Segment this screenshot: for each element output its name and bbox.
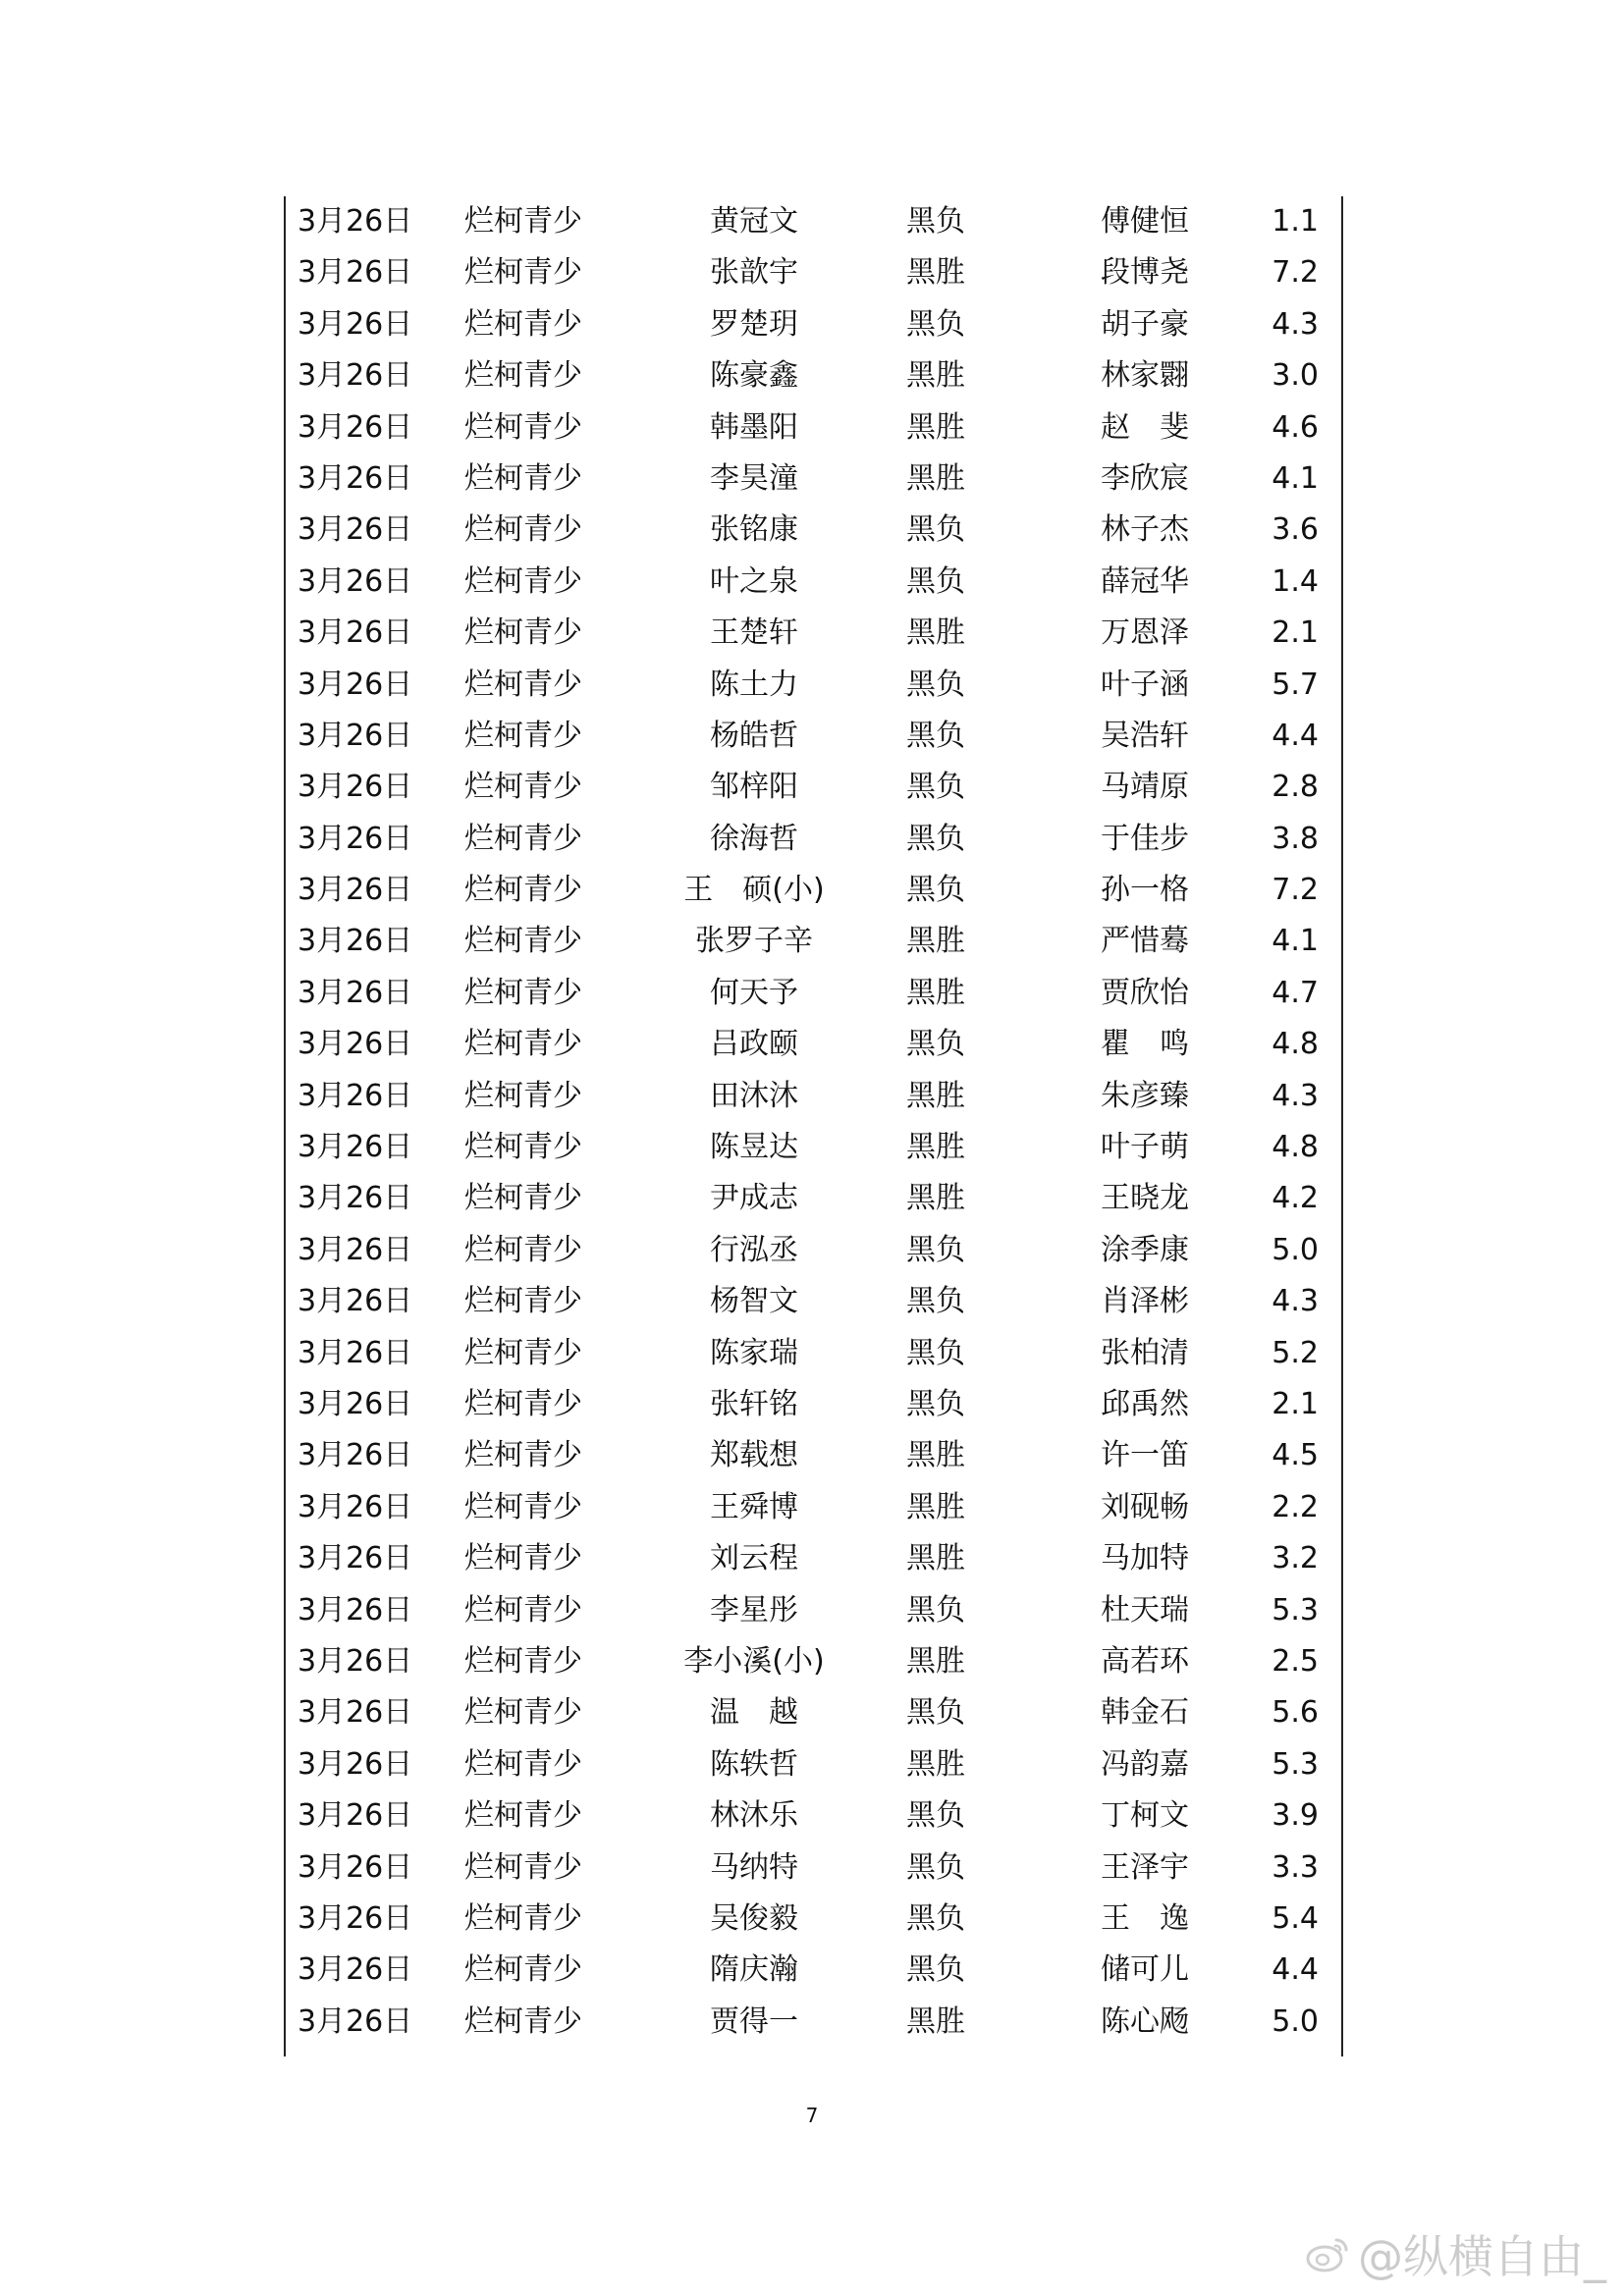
black-player-cell: 王舜博: [710, 1489, 798, 1524]
event-cell: 烂柯青少: [464, 1541, 582, 1576]
black-player-cell: 吴俊毅: [710, 1900, 798, 1936]
white-player-cell: 严惜蓦: [1101, 924, 1189, 959]
result-cell: 黑负: [906, 718, 965, 753]
white-player-cell: 张柏清: [1101, 1335, 1189, 1370]
black-player-cell: 何天予: [710, 975, 798, 1010]
date-cell: 3月26日: [298, 1489, 413, 1524]
date-cell: 3月26日: [298, 873, 413, 908]
table-row: [286, 814, 1341, 865]
table-row: [286, 299, 1341, 350]
event-cell: 烂柯青少: [464, 358, 582, 394]
white-player-cell: 丁柯文: [1101, 1798, 1189, 1834]
white-player-cell: 于佳步: [1101, 821, 1189, 856]
white-player-cell: 李欣宸: [1101, 460, 1189, 496]
event-cell: 烂柯青少: [464, 1130, 582, 1165]
event-cell: 烂柯青少: [464, 2003, 582, 2039]
score-cell: 3.6: [1272, 512, 1319, 548]
result-cell: 黑胜: [906, 358, 965, 394]
white-player-cell: 肖泽彬: [1101, 1284, 1189, 1319]
table-row: [286, 350, 1341, 401]
table-row: [286, 247, 1341, 298]
date-cell: 3月26日: [298, 1952, 413, 1988]
white-player-cell: 林子杰: [1101, 512, 1189, 548]
result-cell: 黑胜: [906, 615, 965, 651]
white-player-cell: 韩金石: [1101, 1695, 1189, 1731]
result-cell: 黑胜: [906, 1541, 965, 1576]
event-cell: 烂柯青少: [464, 460, 582, 496]
black-player-cell: 杨智文: [710, 1284, 798, 1319]
date-cell: 3月26日: [298, 204, 413, 239]
table-row: [286, 1945, 1341, 1996]
black-player-cell: 张歆宇: [710, 255, 798, 291]
table-row: [286, 454, 1341, 505]
date-cell: 3月26日: [298, 1078, 413, 1113]
table-row: [286, 557, 1341, 608]
black-player-cell: 张铭康: [710, 512, 798, 548]
event-cell: 烂柯青少: [464, 924, 582, 959]
white-player-cell: 杜天瑞: [1101, 1592, 1189, 1628]
table-row: [286, 1585, 1341, 1636]
event-cell: 烂柯青少: [464, 1849, 582, 1885]
date-cell: 3月26日: [298, 770, 413, 805]
table-row: [286, 196, 1341, 247]
score-cell: 5.4: [1272, 1900, 1319, 1936]
right-border-line: [1341, 196, 1343, 2056]
black-player-cell: 张轩铭: [710, 1386, 798, 1421]
result-cell: 黑负: [906, 667, 965, 702]
date-cell: 3月26日: [298, 1232, 413, 1267]
score-cell: 5.0: [1272, 1232, 1319, 1267]
score-cell: 2.1: [1272, 1386, 1319, 1421]
white-player-cell: 孙一格: [1101, 873, 1189, 908]
score-cell: 7.2: [1272, 255, 1319, 291]
table-row: [286, 1739, 1341, 1790]
table-row: [286, 1482, 1341, 1533]
white-player-cell: 许一笛: [1101, 1438, 1189, 1473]
date-cell: 3月26日: [298, 2003, 413, 2039]
date-cell: 3月26日: [298, 306, 413, 342]
score-cell: 4.8: [1272, 1027, 1319, 1062]
table-row: [286, 1430, 1341, 1481]
event-cell: 烂柯青少: [464, 975, 582, 1010]
date-cell: 3月26日: [298, 460, 413, 496]
table-row: [286, 608, 1341, 659]
event-cell: 烂柯青少: [464, 409, 582, 445]
event-cell: 烂柯青少: [464, 1027, 582, 1062]
score-cell: 1.1: [1272, 204, 1319, 239]
black-player-cell: 陈土力: [710, 667, 798, 702]
table-row: [286, 762, 1341, 813]
date-cell: 3月26日: [298, 512, 413, 548]
result-cell: 黑负: [906, 1027, 965, 1062]
event-cell: 烂柯青少: [464, 1232, 582, 1267]
black-player-cell: 李星彤: [710, 1592, 798, 1628]
table-row: [286, 1687, 1341, 1738]
date-cell: 3月26日: [298, 1181, 413, 1216]
white-player-cell: 涂季康: [1101, 1232, 1189, 1267]
table-row: [286, 1225, 1341, 1276]
date-cell: 3月26日: [298, 718, 413, 753]
table-row: [286, 711, 1341, 762]
result-cell: 黑负: [906, 306, 965, 342]
event-cell: 烂柯青少: [464, 1489, 582, 1524]
results-table: [286, 196, 1341, 2048]
white-player-cell: 马靖原: [1101, 770, 1189, 805]
white-player-cell: 刘砚畅: [1101, 1489, 1189, 1524]
date-cell: 3月26日: [298, 1386, 413, 1421]
table-row: [286, 402, 1341, 454]
white-player-cell: 万恩泽: [1101, 615, 1189, 651]
black-player-cell: 韩墨阳: [710, 409, 798, 445]
black-player-cell: 陈轶哲: [710, 1746, 798, 1782]
result-cell: 黑胜: [906, 409, 965, 445]
score-cell: 3.3: [1272, 1849, 1319, 1885]
white-player-cell: 高若环: [1101, 1643, 1189, 1679]
date-cell: 3月26日: [298, 975, 413, 1010]
result-cell: 黑胜: [906, 975, 965, 1010]
black-player-cell: 徐海哲: [710, 821, 798, 856]
black-player-cell: 贾得一: [710, 2003, 798, 2039]
result-cell: 黑胜: [906, 1643, 965, 1679]
result-cell: 黑负: [906, 770, 965, 805]
result-cell: 黑胜: [906, 1746, 965, 1782]
table-row: [286, 660, 1341, 711]
white-player-cell: 王泽宇: [1101, 1849, 1189, 1885]
black-player-cell: 杨皓哲: [710, 718, 798, 753]
result-cell: 黑负: [906, 1952, 965, 1988]
white-player-cell: 胡子豪: [1101, 306, 1189, 342]
score-cell: 3.2: [1272, 1541, 1319, 1576]
white-player-cell: 冯韵嘉: [1101, 1746, 1189, 1782]
page-number: 7: [805, 2104, 819, 2127]
white-player-cell: 瞿 鸣: [1101, 1027, 1189, 1062]
result-cell: 黑负: [906, 1335, 965, 1370]
table-row: [286, 1173, 1341, 1224]
event-cell: 烂柯青少: [464, 1746, 582, 1782]
result-cell: 黑负: [906, 821, 965, 856]
black-player-cell: 吕政颐: [710, 1027, 798, 1062]
result-cell: 黑负: [906, 1386, 965, 1421]
event-cell: 烂柯青少: [464, 718, 582, 753]
event-cell: 烂柯青少: [464, 204, 582, 239]
white-player-cell: 贾欣怡: [1101, 975, 1189, 1010]
table-row: [286, 865, 1341, 916]
score-cell: 5.7: [1272, 667, 1319, 702]
white-player-cell: 叶子萌: [1101, 1130, 1189, 1165]
black-player-cell: 尹成志: [710, 1181, 798, 1216]
result-cell: 黑胜: [906, 1130, 965, 1165]
score-cell: 2.5: [1272, 1643, 1319, 1679]
score-cell: 4.1: [1272, 924, 1319, 959]
date-cell: 3月26日: [298, 1130, 413, 1165]
date-cell: 3月26日: [298, 615, 413, 651]
black-player-cell: 隋庆瀚: [710, 1952, 798, 1988]
black-player-cell: 罗楚玥: [710, 306, 798, 342]
result-cell: 黑胜: [906, 460, 965, 496]
black-player-cell: 张罗子辛: [695, 924, 813, 959]
black-player-cell: 刘云程: [710, 1541, 798, 1576]
score-cell: 5.3: [1272, 1592, 1319, 1628]
date-cell: 3月26日: [298, 1541, 413, 1576]
table-row: [286, 505, 1341, 556]
score-cell: 3.9: [1272, 1798, 1319, 1834]
table-row: [286, 968, 1341, 1019]
result-cell: 黑负: [906, 204, 965, 239]
score-cell: 4.1: [1272, 460, 1319, 496]
black-player-cell: 叶之泉: [710, 563, 798, 599]
score-cell: 7.2: [1272, 873, 1319, 908]
result-cell: 黑负: [906, 1695, 965, 1731]
result-cell: 黑负: [906, 1849, 965, 1885]
white-player-cell: 邱禹然: [1101, 1386, 1189, 1421]
event-cell: 烂柯青少: [464, 770, 582, 805]
black-player-cell: 王 硕(小): [683, 873, 825, 908]
date-cell: 3月26日: [298, 1900, 413, 1936]
table-row: [286, 1122, 1341, 1173]
score-cell: 1.4: [1272, 563, 1319, 599]
date-cell: 3月26日: [298, 1284, 413, 1319]
event-cell: 烂柯青少: [464, 1592, 582, 1628]
date-cell: 3月26日: [298, 1438, 413, 1473]
result-cell: 黑胜: [906, 255, 965, 291]
date-cell: 3月26日: [298, 409, 413, 445]
result-cell: 黑负: [906, 1900, 965, 1936]
table-row: [286, 1276, 1341, 1327]
event-cell: 烂柯青少: [464, 1284, 582, 1319]
date-cell: 3月26日: [298, 1746, 413, 1782]
black-player-cell: 李小溪(小): [683, 1643, 825, 1679]
result-cell: 黑负: [906, 1232, 965, 1267]
date-cell: 3月26日: [298, 1849, 413, 1885]
black-player-cell: 行泓丞: [710, 1232, 798, 1267]
event-cell: 烂柯青少: [464, 821, 582, 856]
white-player-cell: 朱彦臻: [1101, 1078, 1189, 1113]
black-player-cell: 李昊潼: [710, 460, 798, 496]
black-player-cell: 黄冠文: [710, 204, 798, 239]
table-row: [286, 1894, 1341, 1945]
date-cell: 3月26日: [298, 563, 413, 599]
result-cell: 黑胜: [906, 924, 965, 959]
white-player-cell: 王晓龙: [1101, 1181, 1189, 1216]
result-cell: 黑负: [906, 512, 965, 548]
event-cell: 烂柯青少: [464, 1900, 582, 1936]
result-cell: 黑胜: [906, 1489, 965, 1524]
event-cell: 烂柯青少: [464, 1335, 582, 1370]
white-player-cell: 王 逸: [1101, 1900, 1189, 1936]
black-player-cell: 温 越: [710, 1695, 798, 1731]
black-player-cell: 邹梓阳: [710, 770, 798, 805]
result-cell: 黑胜: [906, 1438, 965, 1473]
event-cell: 烂柯青少: [464, 1695, 582, 1731]
event-cell: 烂柯青少: [464, 1078, 582, 1113]
score-cell: 4.2: [1272, 1181, 1319, 1216]
event-cell: 烂柯青少: [464, 615, 582, 651]
black-player-cell: 陈家瑞: [710, 1335, 798, 1370]
black-player-cell: 郑载想: [710, 1438, 798, 1473]
score-cell: 5.0: [1272, 2003, 1319, 2039]
date-cell: 3月26日: [298, 1027, 413, 1062]
score-cell: 5.2: [1272, 1335, 1319, 1370]
result-cell: 黑负: [906, 1284, 965, 1319]
table-row: [286, 1533, 1341, 1584]
event-cell: 烂柯青少: [464, 1952, 582, 1988]
score-cell: 3.0: [1272, 358, 1319, 394]
black-player-cell: 王楚轩: [710, 615, 798, 651]
event-cell: 烂柯青少: [464, 1181, 582, 1216]
white-player-cell: 叶子涵: [1101, 667, 1189, 702]
black-player-cell: 陈豪鑫: [710, 358, 798, 394]
score-cell: 5.3: [1272, 1746, 1319, 1782]
score-cell: 4.8: [1272, 1130, 1319, 1165]
date-cell: 3月26日: [298, 1643, 413, 1679]
white-player-cell: 吴浩轩: [1101, 718, 1189, 753]
event-cell: 烂柯青少: [464, 1386, 582, 1421]
date-cell: 3月26日: [298, 924, 413, 959]
table-row: [286, 916, 1341, 967]
white-player-cell: 马加特: [1101, 1541, 1189, 1576]
white-player-cell: 傅健恒: [1101, 204, 1189, 239]
score-cell: 4.3: [1272, 306, 1319, 342]
event-cell: 烂柯青少: [464, 667, 582, 702]
date-cell: 3月26日: [298, 1798, 413, 1834]
white-player-cell: 林家翾: [1101, 358, 1189, 394]
score-cell: 4.6: [1272, 409, 1319, 445]
table-row: [286, 1842, 1341, 1894]
score-cell: 4.4: [1272, 1952, 1319, 1988]
event-cell: 烂柯青少: [464, 873, 582, 908]
result-cell: 黑胜: [906, 1078, 965, 1113]
black-player-cell: 马纳特: [710, 1849, 798, 1885]
date-cell: 3月26日: [298, 1592, 413, 1628]
table-row: [286, 1328, 1341, 1379]
result-cell: 黑负: [906, 1798, 965, 1834]
event-cell: 烂柯青少: [464, 1643, 582, 1679]
score-cell: 3.8: [1272, 821, 1319, 856]
score-cell: 2.8: [1272, 770, 1319, 805]
weibo-icon: [1305, 2234, 1352, 2273]
white-player-cell: 段博尧: [1101, 255, 1189, 291]
result-cell: 黑负: [906, 563, 965, 599]
table-row: [286, 1790, 1341, 1842]
date-cell: 3月26日: [298, 821, 413, 856]
event-cell: 烂柯青少: [464, 255, 582, 291]
result-cell: 黑胜: [906, 1181, 965, 1216]
table-row: [286, 1997, 1341, 2048]
result-cell: 黑胜: [906, 2003, 965, 2039]
date-cell: 3月26日: [298, 1335, 413, 1370]
event-cell: 烂柯青少: [464, 1798, 582, 1834]
score-cell: 4.3: [1272, 1078, 1319, 1113]
table-row: [286, 1636, 1341, 1687]
date-cell: 3月26日: [298, 358, 413, 394]
table-row: [286, 1071, 1341, 1122]
score-cell: 5.6: [1272, 1695, 1319, 1731]
date-cell: 3月26日: [298, 1695, 413, 1731]
result-cell: 黑负: [906, 873, 965, 908]
event-cell: 烂柯青少: [464, 512, 582, 548]
event-cell: 烂柯青少: [464, 563, 582, 599]
black-player-cell: 田沐沐: [710, 1078, 798, 1113]
white-player-cell: 赵 斐: [1101, 409, 1189, 445]
score-cell: 2.1: [1272, 615, 1319, 651]
score-cell: 2.2: [1272, 1489, 1319, 1524]
score-cell: 4.7: [1272, 975, 1319, 1010]
watermark: [1305, 2221, 1606, 2286]
white-player-cell: 薛冠华: [1101, 563, 1189, 599]
black-player-cell: 林沐乐: [710, 1798, 798, 1834]
date-cell: 3月26日: [298, 667, 413, 702]
event-cell: 烂柯青少: [464, 1438, 582, 1473]
white-player-cell: 陈心飏: [1101, 2003, 1189, 2039]
date-cell: 3月26日: [298, 255, 413, 291]
result-cell: 黑负: [906, 1592, 965, 1628]
score-cell: 4.3: [1272, 1284, 1319, 1319]
table-row: [286, 1379, 1341, 1430]
black-player-cell: 陈昱达: [710, 1130, 798, 1165]
score-cell: 4.4: [1272, 718, 1319, 753]
table-row: [286, 1019, 1341, 1070]
event-cell: 烂柯青少: [464, 306, 582, 342]
score-cell: 4.5: [1272, 1438, 1319, 1473]
watermark-text: @纵横自由_: [1358, 2230, 1606, 2283]
white-player-cell: 储可儿: [1101, 1952, 1189, 1988]
